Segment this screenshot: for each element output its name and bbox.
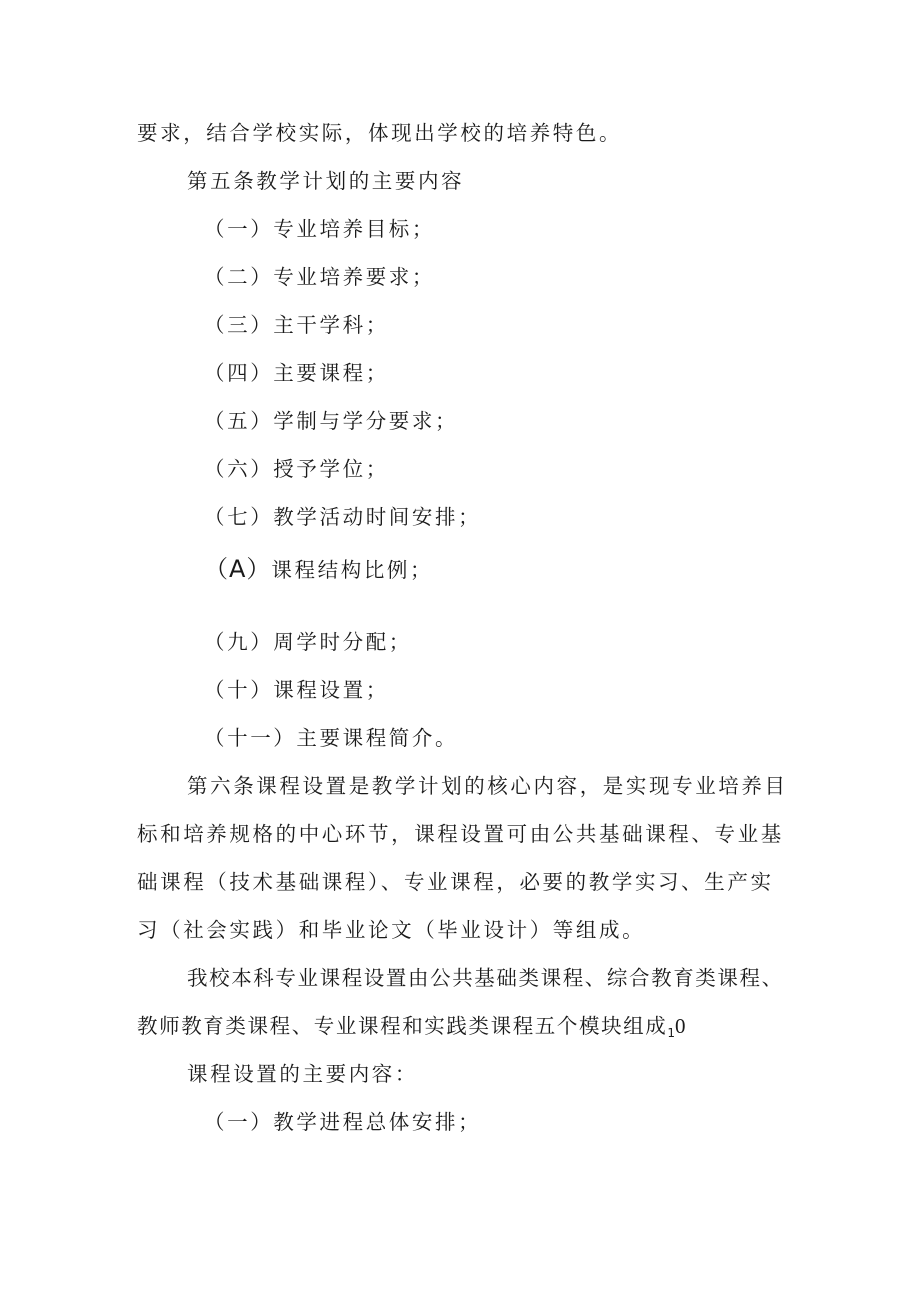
list-item-11: （十一）主要课程简介。 [204, 726, 459, 750]
paragraph-line-1: 我校本科专业课程设置由公共基础类课程、综合教育类课程、 [187, 966, 784, 990]
list-item-1: （一）专业培养目标； [204, 217, 435, 241]
article-6-line-3: 础课程（技术基础课程）、专业课程，必要的教学实习、生产实 [137, 870, 774, 894]
list-item-2: （二）专业培养要求； [204, 265, 435, 289]
list-item-8-text: 课程结构比例； [271, 558, 434, 582]
list-item-9: （九）周学时分配； [204, 630, 412, 654]
list-marker-a: （A） [204, 555, 272, 583]
list-item-b1: （一）教学进程总体安排； [204, 1110, 482, 1134]
list-item-6: （六）授予学位； [204, 457, 389, 481]
section-heading: 课程设置的主要内容： [187, 1062, 418, 1086]
suffix-zero: 0 [675, 1014, 686, 1038]
list-item-5: （五）学制与学分要求； [204, 409, 459, 433]
article-5-heading: 第五条教学计划的主要内容 [187, 169, 465, 193]
article-6-line-1: 第六条课程设置是教学计划的核心内容，是实现专业培养目 [187, 774, 788, 798]
article-6-line-4: 习（社会实践）和毕业论文（毕业设计）等组成。 [137, 918, 646, 942]
suffix-subscript: 1 [667, 1026, 676, 1040]
article-6-line-2: 标和培养规格的中心环节，课程设置可由公共基础课程、专业基 [137, 822, 784, 846]
list-item-4: （四）主要课程； [204, 361, 389, 385]
paragraph-line-continuation: 要求，结合学校实际，体现出学校的培养特色。 [137, 121, 623, 145]
paragraph-line-2 [137, 1011, 686, 1048]
paragraph-line-2-text: 教师教育类课程、专业课程和实践类课程五个模块组成 [137, 1014, 668, 1038]
list-item-7: （七）教学活动时间安排； [204, 505, 482, 529]
list-item-3: （三）主干学科； [204, 313, 389, 337]
list-item-8 [204, 554, 433, 585]
list-item-10: （十）课程设置； [204, 678, 389, 702]
